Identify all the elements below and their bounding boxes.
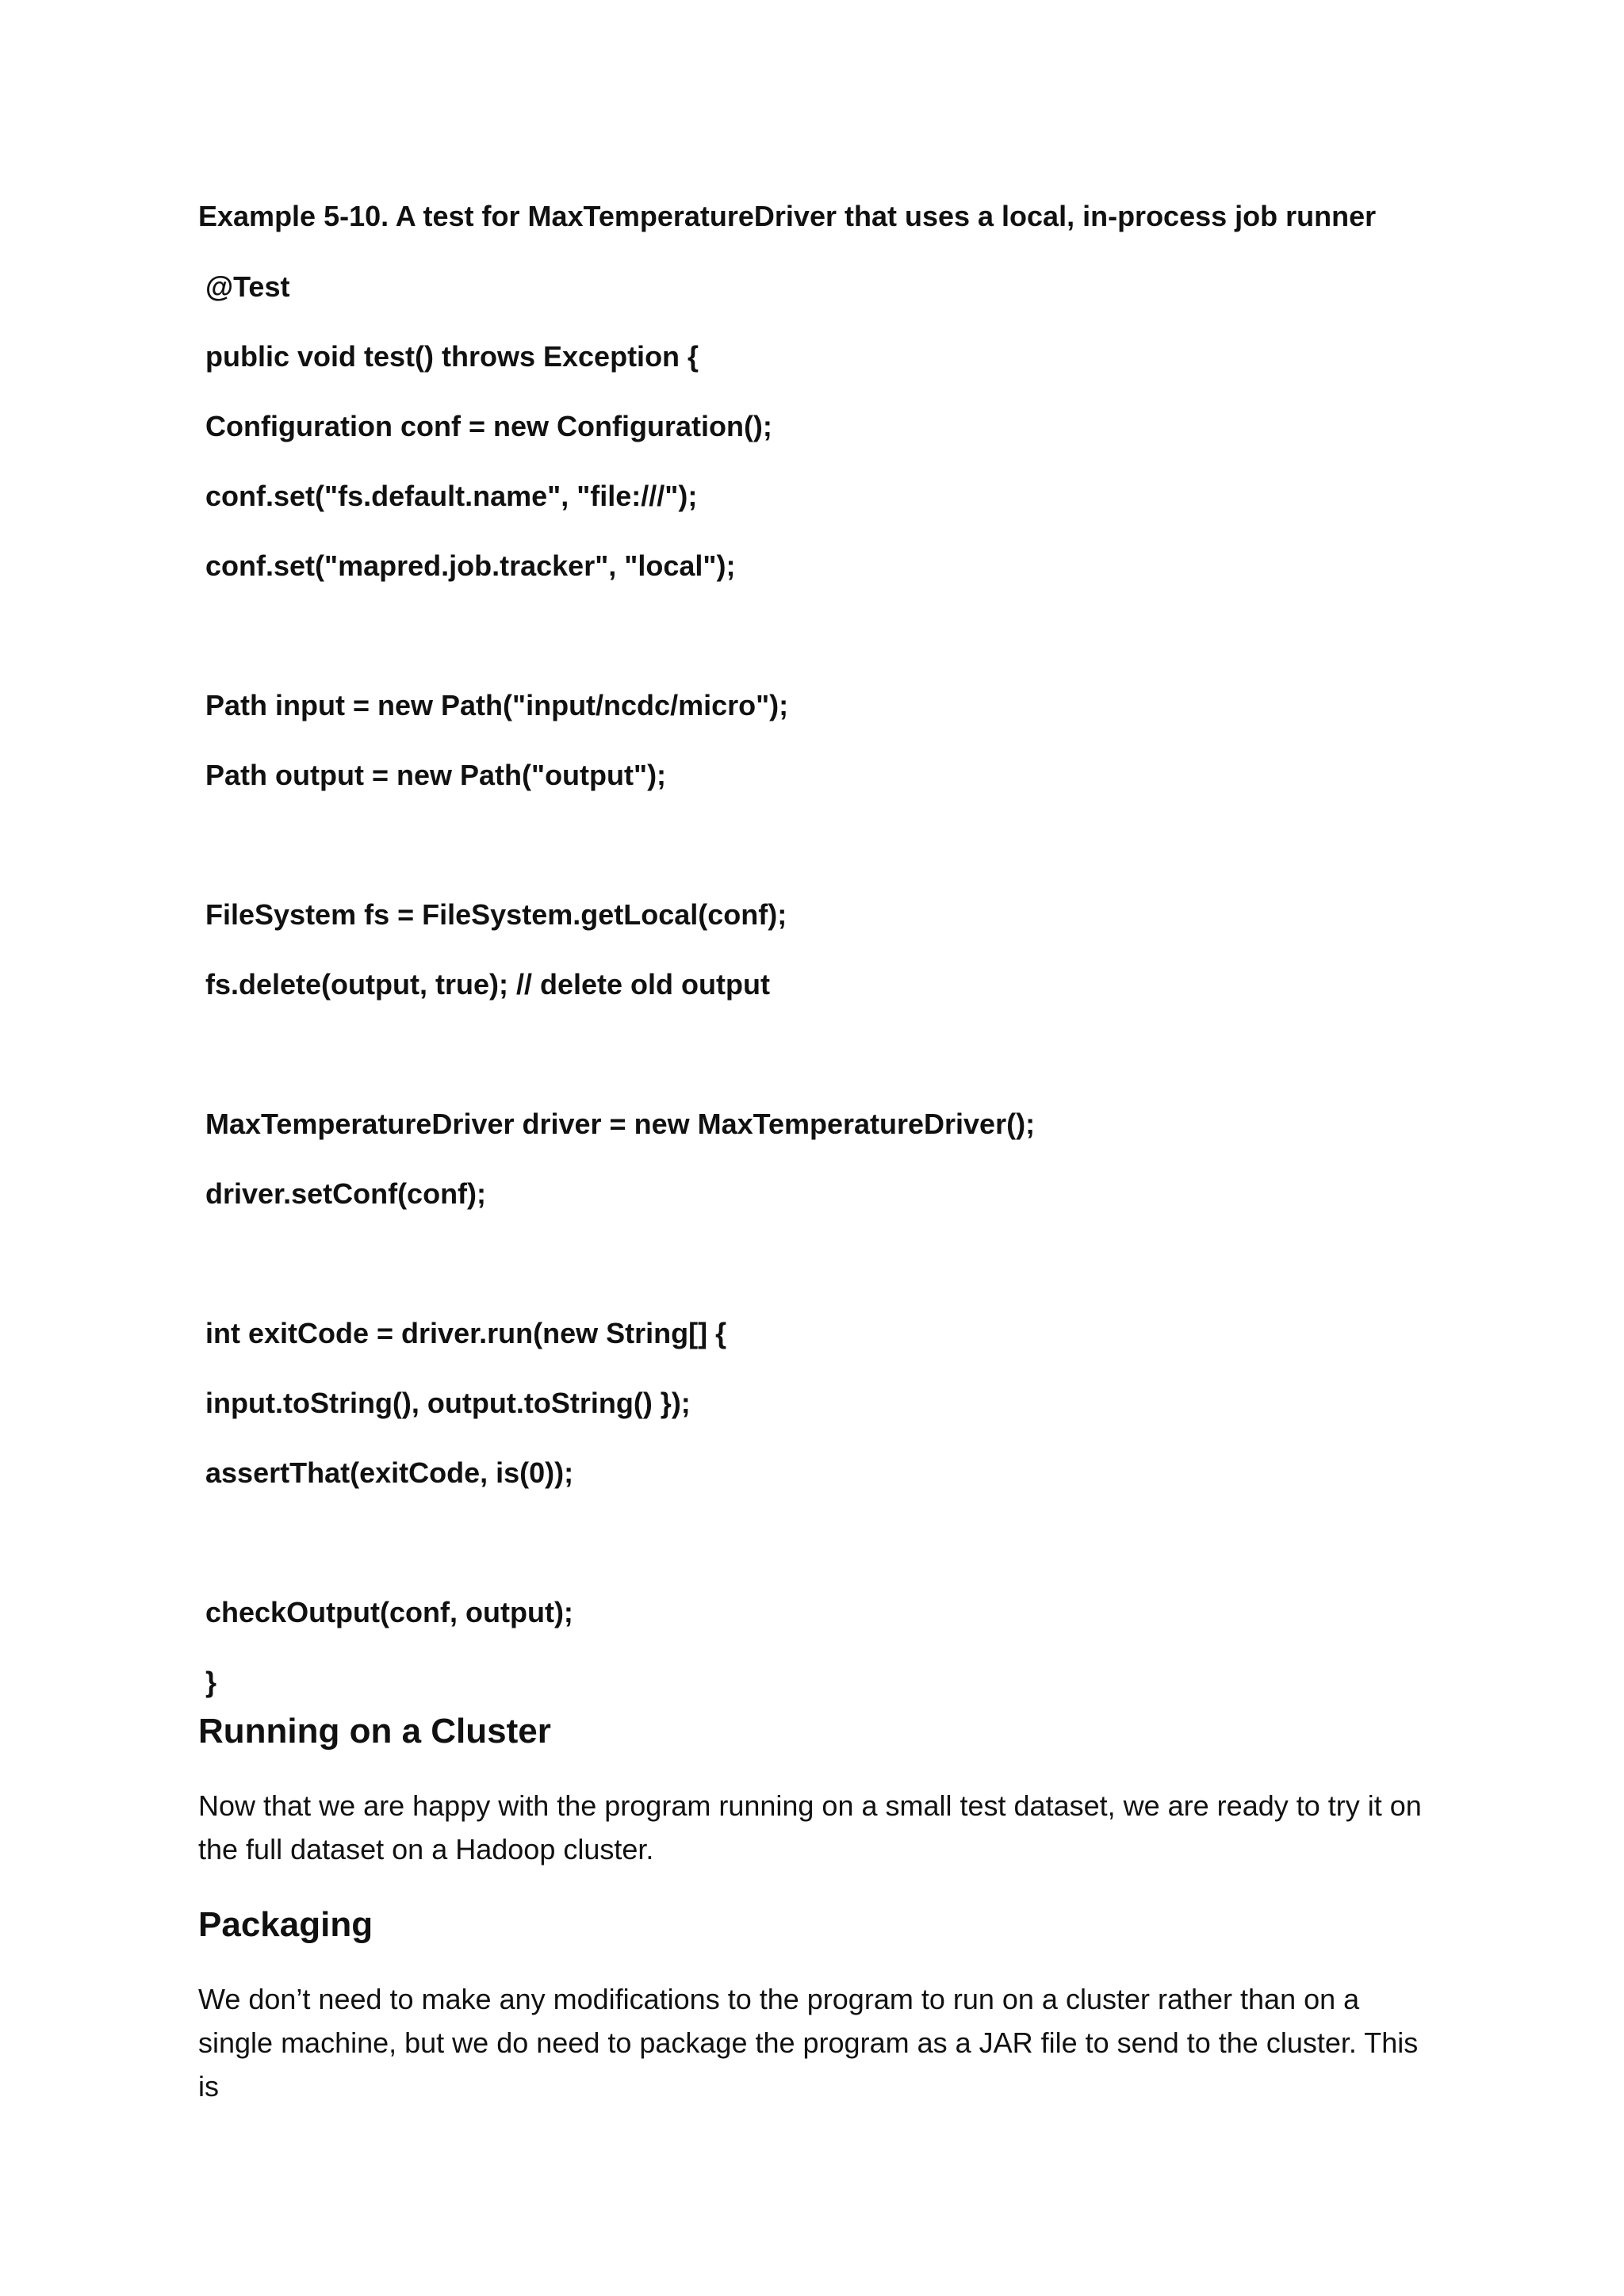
code-line-conf-set-tracker: conf.set("mapred.job.tracker", "local"); <box>205 549 736 582</box>
code-line-check-output: checkOutput(conf, output); <box>205 1596 573 1628</box>
example-caption: Example 5-10. A test for MaxTemperatureDriver that uses a local, in-process job runner <box>198 200 1377 232</box>
section-paragraph-running-on-cluster: Now that we are happy with the program running on a small test dataset, we are ready to try it on the full dataset on a Hadoop cluster. <box>198 1789 1422 1866</box>
section-heading-running-on-cluster: Running on a Cluster <box>198 1712 551 1751</box>
code-line-conf-set-fs: conf.set("fs.default.name", "file:///"); <box>205 480 698 512</box>
code-line-set-conf: driver.setConf(conf); <box>205 1177 487 1210</box>
code-line-filesystem: FileSystem fs = FileSystem.getLocal(conf); <box>205 898 787 931</box>
code-line-annotation: @Test <box>205 270 290 303</box>
code-line-driver: MaxTemperatureDriver driver = new MaxTemperatureDriver(); <box>205 1108 1036 1140</box>
code-line-method-signature: public void test() throws Exception { <box>205 340 699 373</box>
code-line-close-brace: } <box>205 1666 217 1698</box>
code-line-exit-code: int exitCode = driver.run(new String[] { <box>205 1317 727 1349</box>
code-line-configuration: Configuration conf = new Configuration(); <box>205 410 772 442</box>
section-paragraph-packaging: We don’t need to make any modifications to the program to run on a cluster rather than on a single machine, but we do need to package the program as a JAR file to send to the cluster. This is <box>198 1983 1419 2103</box>
section-heading-packaging: Packaging <box>198 1905 373 1944</box>
code-line-output-path: Path output = new Path("output"); <box>205 759 667 791</box>
code-line-args: input.toString(), output.toString() }); <box>205 1387 691 1419</box>
code-line-input-path: Path input = new Path("input/ncdc/micro"); <box>205 689 789 721</box>
code-line-delete-output: fs.delete(output, true); // delete old output <box>205 968 770 1001</box>
code-line-assert: assertThat(exitCode, is(0)); <box>205 1456 574 1489</box>
